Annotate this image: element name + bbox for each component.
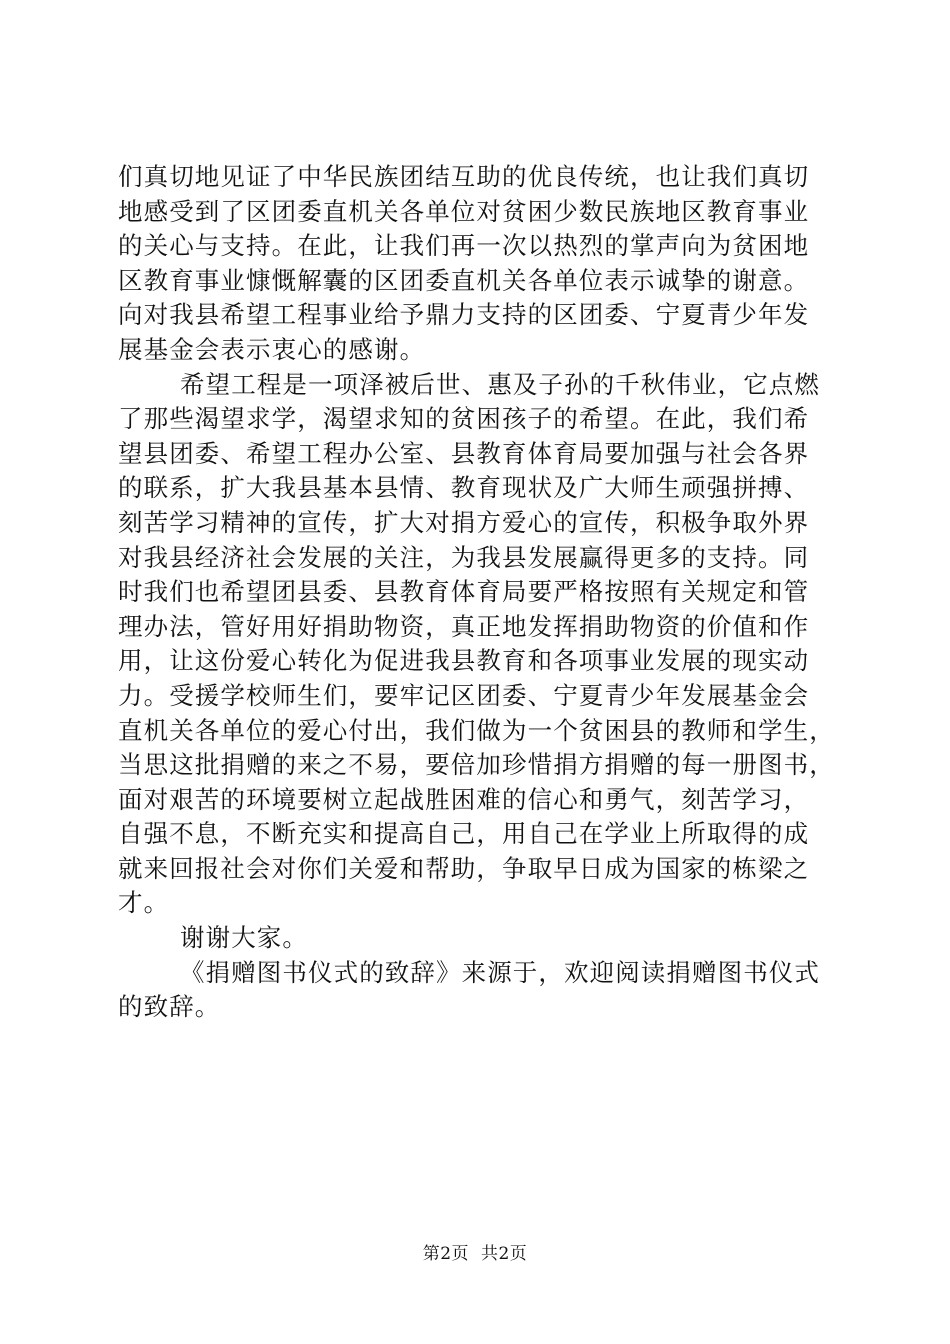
paragraph-first-line: 希望工程是一项泽被后世、惠及子孙的千秋伟业，它点燃 bbox=[180, 369, 820, 399]
closing-thanks: 谢谢大家。 bbox=[180, 923, 308, 953]
text-line: 们真切地见证了中华民族团结互助的优良传统，也让我们真切 bbox=[118, 162, 810, 191]
text-line: 就来回报社会对你们关爱和帮助，争取早日成为国家的栋梁之 bbox=[118, 853, 810, 883]
source-note-line: 《捐赠图书仪式的致辞》来源于，欢迎阅读捐赠图书仪式 bbox=[180, 957, 820, 987]
text-line: 的联系，扩大我县基本县情、教育现状及广大师生顽强拼搏、 bbox=[118, 473, 810, 503]
document-body bbox=[118, 160, 838, 1025]
text-line: 区教育事业慷慨解囊的区团委直机关各单位表示诚挚的谢意。 bbox=[118, 265, 810, 295]
text-line: 才。 bbox=[118, 888, 170, 918]
page-total: 共2页 bbox=[480, 1244, 528, 1264]
text-line: 理办法，管好用好捐助物资，真正地发挥捐助物资的价值和作 bbox=[118, 611, 810, 641]
source-note-line: 的致辞。 bbox=[118, 992, 221, 1022]
text-line: 向对我县希望工程事业给予鼎力支持的区团委、宁夏青少年发 bbox=[118, 300, 810, 330]
text-line: 面对艰苦的环境要树立起战胜困难的信心和勇气，刻苦学习， bbox=[118, 784, 810, 814]
text-line: 地感受到了区团委直机关各单位对贫困少数民族地区教育事业 bbox=[118, 196, 810, 226]
text-line: 当思这批捐赠的来之不易，要倍加珍惜捐方捐赠的每一册图书， bbox=[118, 750, 835, 780]
text-line: 用，让这份爱心转化为促进我县教育和各项事业发展的现实动 bbox=[118, 646, 810, 676]
page-footer bbox=[0, 1243, 950, 1265]
text-line: 的关心与支持。在此，让我们再一次以热烈的掌声向为贫困地 bbox=[118, 231, 810, 261]
text-line: 对我县经济社会发展的关注，为我县发展赢得更多的支持。同 bbox=[118, 542, 810, 572]
text-line: 时我们也希望团县委、县教育体育局要严格按照有关规定和管 bbox=[118, 577, 810, 607]
text-line: 直机关各单位的爱心付出，我们做为一个贫困县的教师和学生， bbox=[118, 715, 835, 745]
text-line: 了那些渴望求学，渴望求知的贫困孩子的希望。在此，我们希 bbox=[118, 404, 810, 434]
page-number: 第2页 bbox=[422, 1244, 470, 1264]
text-line: 自强不息，不断充实和提高自己，用自己在学业上所取得的成 bbox=[118, 819, 810, 849]
text-line: 展基金会表示衷心的感谢。 bbox=[118, 334, 426, 364]
text-line: 刻苦学习精神的宣传，扩大对捐方爱心的宣传，积极争取外界 bbox=[118, 507, 810, 537]
text-line: 力。受援学校师生们，要牢记区团委、宁夏青少年发展基金会 bbox=[118, 680, 810, 710]
text-line: 望县团委、希望工程办公室、县教育体育局要加强与社会各界 bbox=[118, 438, 810, 468]
